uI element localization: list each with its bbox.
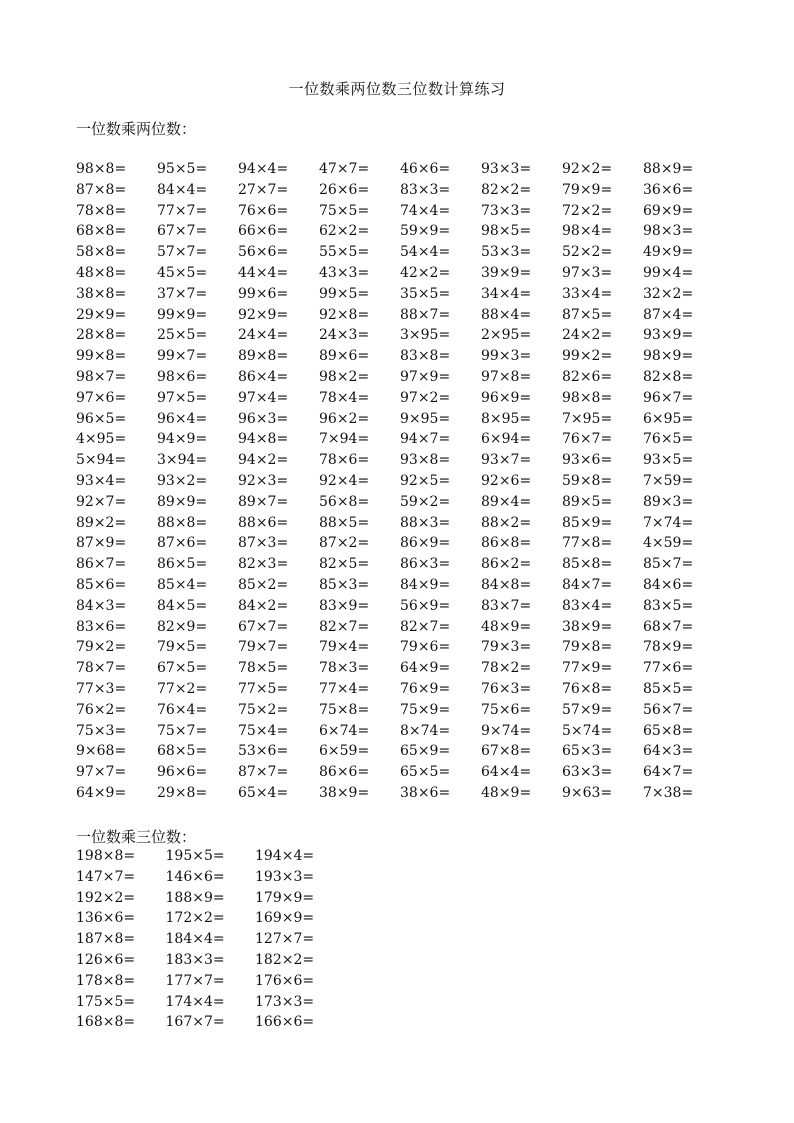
math-problem: 96×4= [157, 410, 208, 427]
math-problem: 83×5= [643, 597, 694, 614]
three-digit-problem-grid [76, 846, 345, 1033]
math-problem: 82×9= [157, 618, 208, 635]
math-problem: 97×3= [562, 264, 613, 281]
math-problem: 78×5= [238, 660, 289, 677]
math-problem: 26×6= [319, 181, 370, 198]
math-problem: 82×2= [481, 181, 532, 198]
math-problem: 93×6= [562, 452, 613, 469]
math-problem: 5×74= [562, 722, 613, 739]
math-problem: 86×4= [238, 368, 289, 385]
math-problem: 75×9= [400, 701, 451, 718]
math-problem: 83×4= [562, 597, 613, 614]
math-problem: 29×8= [157, 784, 208, 801]
math-problem: 9×95= [400, 410, 451, 427]
math-problem: 42×2= [400, 264, 451, 281]
math-problem: 178×8= [76, 972, 136, 989]
math-problem: 27×7= [238, 181, 289, 198]
math-problem: 175×5= [76, 993, 136, 1010]
math-problem: 88×2= [481, 514, 532, 531]
math-problem: 38×9= [562, 618, 613, 635]
math-problem: 176×6= [255, 972, 315, 989]
math-problem: 146×6= [165, 868, 225, 885]
math-problem: 97×2= [400, 389, 451, 406]
math-problem: 68×7= [643, 618, 694, 635]
math-problem: 67×8= [481, 743, 532, 760]
math-problem: 99×4= [643, 264, 694, 281]
math-problem: 98×4= [562, 223, 613, 240]
math-problem: 6×59= [319, 743, 370, 760]
math-problem: 183×3= [165, 951, 225, 968]
math-problem: 76×2= [76, 701, 127, 718]
math-problem: 24×3= [319, 327, 370, 344]
math-problem: 172×2= [165, 910, 225, 927]
math-problem: 77×8= [562, 535, 613, 552]
math-problem: 76×7= [562, 431, 613, 448]
math-problem: 77×3= [76, 680, 127, 697]
math-problem: 73×3= [481, 202, 532, 219]
math-problem: 88×9= [643, 161, 694, 177]
math-problem: 34×4= [481, 285, 532, 302]
math-problem: 45×5= [157, 264, 208, 281]
math-problem: 44×4= [238, 264, 289, 281]
math-problem: 33×4= [562, 285, 613, 302]
math-problem: 93×3= [481, 161, 532, 177]
math-problem: 56×7= [643, 701, 694, 718]
math-problem: 99×5= [319, 285, 370, 302]
math-problem: 75×8= [319, 701, 370, 718]
math-problem: 85×4= [157, 576, 208, 593]
math-problem: 94×2= [238, 452, 289, 469]
section-title-two-digit: 一位数乘两位数： [76, 120, 197, 138]
math-problem: 53×3= [481, 244, 532, 261]
math-problem: 96×7= [643, 389, 694, 406]
math-problem: 85×9= [562, 514, 613, 531]
math-problem: 47×7= [319, 161, 370, 177]
math-problem: 9×74= [481, 722, 532, 739]
math-problem: 84×6= [643, 576, 694, 593]
math-problem: 48×9= [481, 618, 532, 635]
math-problem: 36×6= [643, 181, 694, 198]
math-problem: 77×6= [643, 660, 694, 677]
math-problem: 49×9= [643, 244, 694, 261]
math-problem: 9×68= [76, 743, 127, 760]
math-problem: 77×7= [157, 202, 208, 219]
math-problem: 78×7= [76, 660, 127, 677]
math-problem: 78×9= [643, 639, 694, 656]
section-title-three-digit: 一位数乘三位数： [76, 828, 197, 846]
math-problem: 99×6= [238, 285, 289, 302]
math-problem: 7×38= [643, 784, 694, 801]
math-problem: 96×9= [481, 389, 532, 406]
math-problem: 57×7= [157, 244, 208, 261]
math-problem: 83×7= [481, 597, 532, 614]
math-problem: 76×5= [643, 431, 694, 448]
math-problem: 86×9= [400, 535, 451, 552]
math-problem: 169×9= [255, 910, 315, 927]
math-problem: 87×7= [238, 764, 289, 781]
math-problem: 98×5= [481, 223, 532, 240]
math-problem: 7×94= [319, 431, 370, 448]
math-problem: 92×7= [76, 493, 127, 510]
math-problem: 93×4= [76, 472, 127, 489]
math-problem: 94×8= [238, 431, 289, 448]
math-problem: 194×4= [255, 848, 315, 864]
math-problem: 2×95= [481, 327, 532, 344]
math-problem: 56×6= [238, 244, 289, 261]
math-problem: 195×5= [165, 848, 225, 864]
math-problem: 74×4= [400, 202, 451, 219]
math-problem: 65×4= [238, 784, 289, 801]
math-problem: 59×8= [562, 472, 613, 489]
math-problem: 98×2= [319, 368, 370, 385]
math-problem: 82×5= [319, 556, 370, 573]
math-problem: 79×2= [76, 639, 127, 656]
math-problem: 84×3= [76, 597, 127, 614]
math-problem: 9×63= [562, 784, 613, 801]
math-problem: 89×7= [238, 493, 289, 510]
math-problem: 187×8= [76, 931, 136, 948]
math-problem: 28×8= [76, 327, 127, 344]
math-problem: 7×95= [562, 410, 613, 427]
math-problem: 64×9= [76, 784, 127, 801]
math-problem: 82×7= [400, 618, 451, 635]
page-title: 一位数乘两位数三位数计算练习 [288, 80, 506, 98]
math-problem: 78×6= [319, 452, 370, 469]
math-problem: 97×5= [157, 389, 208, 406]
math-problem: 127×7= [255, 931, 315, 948]
math-problem: 126×6= [76, 951, 136, 968]
math-problem: 92×4= [319, 472, 370, 489]
math-problem: 179×9= [255, 889, 315, 906]
math-problem: 76×3= [481, 680, 532, 697]
math-problem: 89×4= [481, 493, 532, 510]
math-problem: 88×5= [319, 514, 370, 531]
math-problem: 82×6= [562, 368, 613, 385]
math-problem: 177×7= [165, 972, 225, 989]
math-problem: 3×95= [400, 327, 451, 344]
math-problem: 75×2= [238, 701, 289, 718]
math-problem: 98×9= [643, 348, 694, 365]
math-problem: 62×2= [319, 223, 370, 240]
math-problem: 86×7= [76, 556, 127, 573]
math-problem: 59×9= [400, 223, 451, 240]
math-problem: 85×5= [643, 680, 694, 697]
math-problem: 6×74= [319, 722, 370, 739]
math-problem: 98×8= [562, 389, 613, 406]
math-problem: 193×3= [255, 868, 315, 885]
math-problem: 97×8= [481, 368, 532, 385]
math-problem: 77×5= [238, 680, 289, 697]
math-problem: 87×6= [157, 535, 208, 552]
math-problem: 79×6= [400, 639, 451, 656]
math-problem: 75×5= [319, 202, 370, 219]
math-problem: 67×7= [238, 618, 289, 635]
math-problem: 77×4= [319, 680, 370, 697]
math-problem: 88×7= [400, 306, 451, 323]
math-problem: 75×4= [238, 722, 289, 739]
math-problem: 68×8= [76, 223, 127, 240]
math-problem: 166×6= [255, 1014, 315, 1031]
math-problem: 86×3= [400, 556, 451, 573]
math-problem: 95×5= [157, 161, 208, 177]
math-problem: 87×2= [319, 535, 370, 552]
math-problem: 173×3= [255, 993, 315, 1010]
math-problem: 4×95= [76, 431, 127, 448]
math-problem: 89×9= [157, 493, 208, 510]
math-problem: 5×94= [76, 452, 127, 469]
math-problem: 167×7= [165, 1014, 225, 1031]
two-digit-problem-grid [76, 159, 724, 804]
math-problem: 97×6= [76, 389, 127, 406]
math-problem: 94×9= [157, 431, 208, 448]
math-problem: 198×8= [76, 848, 136, 864]
math-problem: 32×2= [643, 285, 694, 302]
math-problem: 85×2= [238, 576, 289, 593]
math-problem: 38×8= [76, 285, 127, 302]
math-problem: 98×6= [157, 368, 208, 385]
math-problem: 87×5= [562, 306, 613, 323]
math-problem: 174×4= [165, 993, 225, 1010]
math-problem: 87×8= [76, 181, 127, 198]
math-problem: 83×9= [319, 597, 370, 614]
math-problem: 93×5= [643, 452, 694, 469]
math-problem: 85×7= [643, 556, 694, 573]
math-problem: 83×8= [400, 348, 451, 365]
math-problem: 38×6= [400, 784, 451, 801]
math-problem: 82×8= [643, 368, 694, 385]
math-problem: 86×5= [157, 556, 208, 573]
math-problem: 97×7= [76, 764, 127, 781]
math-problem: 48×9= [481, 784, 532, 801]
math-problem: 56×8= [319, 493, 370, 510]
math-problem: 93×9= [643, 327, 694, 344]
math-problem: 46×6= [400, 161, 451, 177]
math-problem: 97×9= [400, 368, 451, 385]
math-problem: 84×4= [157, 181, 208, 198]
math-problem: 93×8= [400, 452, 451, 469]
math-problem: 65×5= [400, 764, 451, 781]
math-problem: 93×2= [157, 472, 208, 489]
math-problem: 56×9= [400, 597, 451, 614]
math-problem: 168×8= [76, 1014, 136, 1031]
math-problem: 67×5= [157, 660, 208, 677]
math-problem: 94×7= [400, 431, 451, 448]
math-problem: 76×8= [562, 680, 613, 697]
math-problem: 87×3= [238, 535, 289, 552]
math-problem: 24×4= [238, 327, 289, 344]
math-problem: 89×8= [238, 348, 289, 365]
math-problem: 85×6= [76, 576, 127, 593]
math-problem: 98×3= [643, 223, 694, 240]
math-problem: 182×2= [255, 951, 315, 968]
math-problem: 52×2= [562, 244, 613, 261]
math-problem: 82×3= [238, 556, 289, 573]
math-problem: 86×2= [481, 556, 532, 573]
math-problem: 188×9= [165, 889, 225, 906]
math-problem: 88×4= [481, 306, 532, 323]
math-problem: 64×7= [643, 764, 694, 781]
math-problem: 59×2= [400, 493, 451, 510]
math-problem: 6×95= [643, 410, 694, 427]
math-problem: 79×9= [562, 181, 613, 198]
math-problem: 48×8= [76, 264, 127, 281]
math-problem: 96×2= [319, 410, 370, 427]
math-problem: 84×2= [238, 597, 289, 614]
math-problem: 78×8= [76, 202, 127, 219]
math-problem: 99×7= [157, 348, 208, 365]
math-problem: 75×7= [157, 722, 208, 739]
math-problem: 83×3= [400, 181, 451, 198]
math-problem: 6×94= [481, 431, 532, 448]
math-problem: 79×5= [157, 639, 208, 656]
math-problem: 79×4= [319, 639, 370, 656]
math-problem: 7×74= [643, 514, 694, 531]
math-problem: 89×6= [319, 348, 370, 365]
math-problem: 96×5= [76, 410, 127, 427]
math-problem: 79×3= [481, 639, 532, 656]
math-problem: 92×2= [562, 161, 613, 177]
math-problem: 147×7= [76, 868, 136, 885]
math-problem: 94×4= [238, 161, 289, 177]
math-problem: 92×8= [319, 306, 370, 323]
math-problem: 89×3= [643, 493, 694, 510]
math-problem: 79×7= [238, 639, 289, 656]
math-problem: 99×9= [157, 306, 208, 323]
math-problem: 184×4= [165, 931, 225, 948]
math-problem: 93×7= [481, 452, 532, 469]
math-problem: 55×5= [319, 244, 370, 261]
math-problem: 87×9= [76, 535, 127, 552]
math-problem: 97×4= [238, 389, 289, 406]
math-problem: 67×7= [157, 223, 208, 240]
math-problem: 92×6= [481, 472, 532, 489]
math-problem: 76×4= [157, 701, 208, 718]
math-problem: 7×59= [643, 472, 694, 489]
math-problem: 54×4= [400, 244, 451, 261]
math-problem: 89×5= [562, 493, 613, 510]
math-problem: 3×94= [157, 452, 208, 469]
math-problem: 98×8= [76, 161, 127, 177]
math-problem: 64×3= [643, 743, 694, 760]
math-problem: 77×2= [157, 680, 208, 697]
math-problem: 68×5= [157, 743, 208, 760]
math-problem: 87×4= [643, 306, 694, 323]
math-problem: 84×5= [157, 597, 208, 614]
math-problem: 192×2= [76, 889, 136, 906]
math-problem: 83×6= [76, 618, 127, 635]
math-problem: 38×9= [319, 784, 370, 801]
math-problem: 85×8= [562, 556, 613, 573]
math-problem: 78×3= [319, 660, 370, 677]
math-problem: 96×6= [157, 764, 208, 781]
math-problem: 8×74= [400, 722, 451, 739]
math-problem: 89×2= [76, 514, 127, 531]
math-problem: 57×9= [562, 701, 613, 718]
math-problem: 24×2= [562, 327, 613, 344]
math-problem: 96×3= [238, 410, 289, 427]
math-problem: 84×9= [400, 576, 451, 593]
math-problem: 29×9= [76, 306, 127, 323]
math-problem: 65×9= [400, 743, 451, 760]
math-problem: 85×3= [319, 576, 370, 593]
math-problem: 63×3= [562, 764, 613, 781]
math-problem: 79×8= [562, 639, 613, 656]
math-problem: 76×9= [400, 680, 451, 697]
math-problem: 92×3= [238, 472, 289, 489]
math-problem: 65×8= [643, 722, 694, 739]
math-problem: 88×8= [157, 514, 208, 531]
math-problem: 65×3= [562, 743, 613, 760]
math-problem: 77×9= [562, 660, 613, 677]
math-problem: 88×6= [238, 514, 289, 531]
math-problem: 86×8= [481, 535, 532, 552]
math-problem: 78×2= [481, 660, 532, 677]
math-problem: 72×2= [562, 202, 613, 219]
math-problem: 64×4= [481, 764, 532, 781]
math-problem: 99×3= [481, 348, 532, 365]
math-problem: 76×6= [238, 202, 289, 219]
math-problem: 58×8= [76, 244, 127, 261]
math-problem: 84×7= [562, 576, 613, 593]
math-problem: 92×9= [238, 306, 289, 323]
math-problem: 4×59= [643, 535, 694, 552]
math-problem: 136×6= [76, 910, 136, 927]
math-problem: 98×7= [76, 368, 127, 385]
math-problem: 69×9= [643, 202, 694, 219]
math-problem: 86×6= [319, 764, 370, 781]
math-problem: 8×95= [481, 410, 532, 427]
math-problem: 84×8= [481, 576, 532, 593]
math-problem: 64×9= [400, 660, 451, 677]
math-problem: 78×4= [319, 389, 370, 406]
math-problem: 35×5= [400, 285, 451, 302]
math-problem: 88×3= [400, 514, 451, 531]
math-problem: 75×6= [481, 701, 532, 718]
math-problem: 39×9= [481, 264, 532, 281]
math-problem: 25×5= [157, 327, 208, 344]
math-problem: 99×2= [562, 348, 613, 365]
math-problem: 66×6= [238, 223, 289, 240]
math-problem: 99×8= [76, 348, 127, 365]
math-problem: 43×3= [319, 264, 370, 281]
math-problem: 37×7= [157, 285, 208, 302]
math-problem: 53×6= [238, 743, 289, 760]
math-problem: 82×7= [319, 618, 370, 635]
math-problem: 75×3= [76, 722, 127, 739]
math-problem: 92×5= [400, 472, 451, 489]
